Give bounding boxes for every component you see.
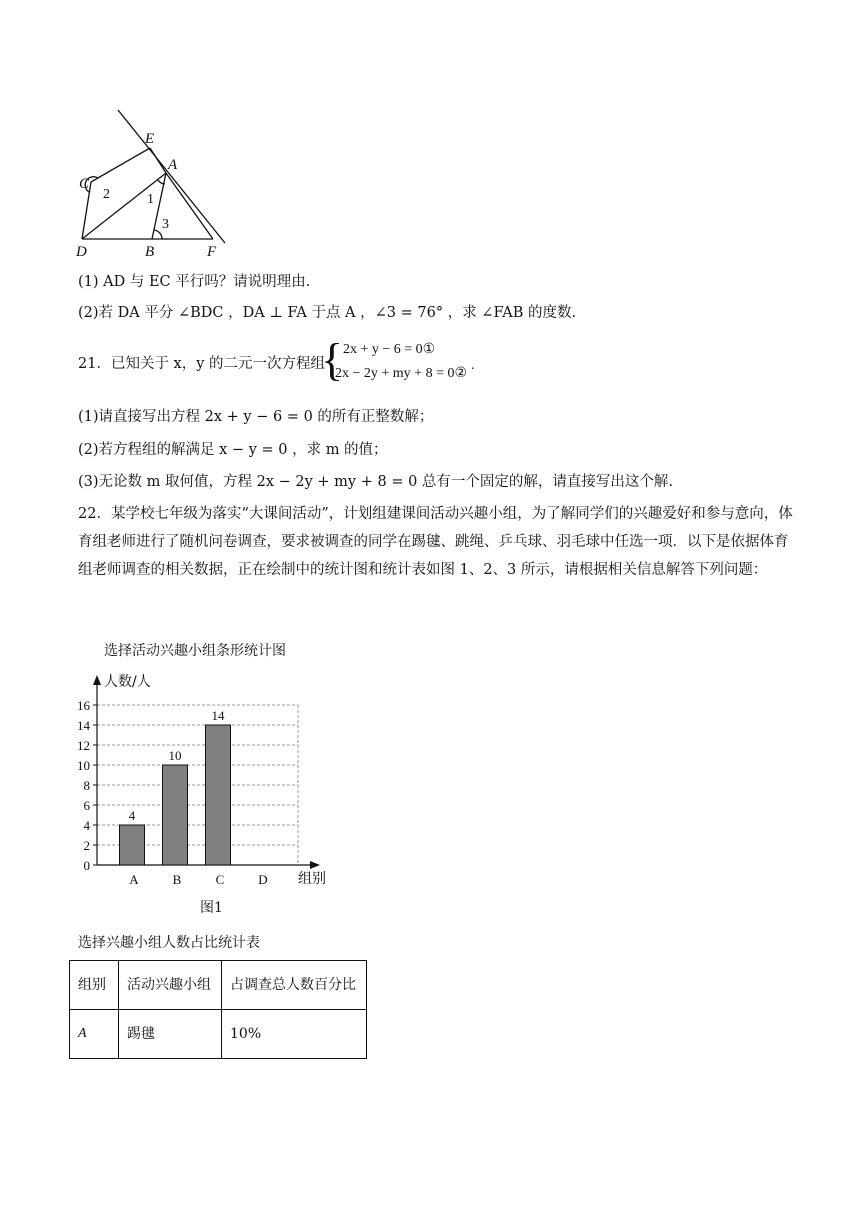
line-ce-extended (118, 110, 225, 243)
label-point-f: F (207, 244, 217, 260)
y-tick-label: 16 (77, 698, 90, 713)
label-angle-3: 3 (162, 217, 169, 232)
x-tick-label-b: B (172, 872, 182, 887)
equation-2: 2x − 2y + my + 8 = 0② (335, 366, 468, 381)
label-point-e: E (145, 131, 155, 147)
q20-part2-b: DA ⊥ FA 于点 A ， (242, 305, 375, 321)
data-label-b: 10 (168, 748, 182, 763)
y-tick-label: 14 (77, 718, 90, 733)
bar-b (163, 765, 188, 865)
x-tick-label-d: D (258, 872, 268, 887)
x-axis-label: 组别 (298, 871, 326, 887)
geometry-figure (70, 100, 260, 260)
data-label-a: 4 (128, 808, 136, 823)
angle-arc-3 (154, 230, 162, 239)
segment-ea-join (150, 148, 166, 173)
segment-af (166, 173, 213, 239)
label-angle-2: 2 (103, 187, 110, 202)
label-point-a: A (168, 157, 178, 173)
table-row (70, 1010, 367, 1059)
x-axis-arrow (310, 861, 320, 869)
q20-part2-a: (2)若 DA 平分 ∠BDC ， (78, 305, 243, 321)
q22-text: 22．某学校七年级为落实“大课间活动”，计划组建课间活动兴趣小组，为了解同学们的兴趣爱好和参与意向，体育组老师进行了随机问卷调查，要求被调查的同学在踢毽、跳绳、乒乓球、羽毛球中任选一项．以下是依据体育组老师调查的相关数据，正在绘制中的统计图和统计表如图 1、2、3 所示，请根据相关信息解答下列问题： (78, 506, 793, 578)
header-activity: 活动兴趣小组 (119, 961, 222, 1010)
q20-part2-c: ∠3 = 76° ，求 ∠FAB 的度数. (374, 305, 577, 321)
y-tick-label: 2 (83, 838, 90, 853)
y-tick-label: 12 (77, 738, 90, 753)
equation-brace: { (321, 334, 344, 385)
y-tick-label: 8 (83, 778, 90, 793)
label-point-d: D (76, 244, 87, 260)
chart-title: 选择活动兴趣小组条形统计图 (104, 643, 286, 659)
q20-part2 (78, 303, 576, 323)
equation-end: . (471, 358, 475, 373)
cell-group: A (70, 1010, 119, 1059)
table-header-row (70, 961, 367, 1010)
bar-chart (60, 665, 360, 895)
q21-part1: (1)请直接写出方程 2x + y − 6 = 0 的所有正整数解； (78, 409, 434, 425)
q21-part3: (3)无论数 m 取何值，方程 2x − 2y + my + 8 = 0 总有一个固定的解，请直接写出这个解. (78, 474, 674, 490)
y-tick-label: 0 (83, 858, 90, 873)
stats-table (69, 960, 367, 1059)
y-axis-arrow (93, 675, 101, 685)
x-tick-label-c: C (215, 872, 225, 887)
y-axis-label: 人数/人 (104, 674, 151, 690)
table-title: 选择兴趣小组人数占比统计表 (78, 935, 260, 951)
label-angle-1: 1 (147, 192, 154, 207)
y-tick-label: 4 (83, 818, 90, 833)
header-percent: 占调查总人数百分比 (222, 961, 367, 1010)
x-tick-label-a: A (129, 872, 139, 887)
y-tick-label: 6 (83, 798, 90, 813)
header-group: 组别 (70, 961, 119, 1010)
data-label-c: 14 (211, 708, 225, 723)
bar-c (206, 725, 231, 865)
q21-intro: 21．已知关于 x，y 的二元一次方程组 (78, 356, 326, 372)
label-point-c: C (79, 176, 90, 192)
cell-activity: 踢毽 (119, 1010, 222, 1059)
q20-part1: (1) AD 与 EC 平行吗？请说明理由. (78, 274, 311, 290)
figure-caption: 图1 (200, 900, 223, 916)
y-tick-label: 10 (77, 758, 90, 773)
equation-1: 2x + y − 6 = 0① (343, 342, 436, 357)
cell-percent: 10% (222, 1010, 367, 1059)
q21-part2: (2)若方程组的解满足 x − y = 0 ，求 m 的值； (78, 442, 388, 458)
segment-ea (91, 148, 150, 182)
label-point-b: B (145, 244, 155, 260)
bar-a (120, 825, 145, 865)
